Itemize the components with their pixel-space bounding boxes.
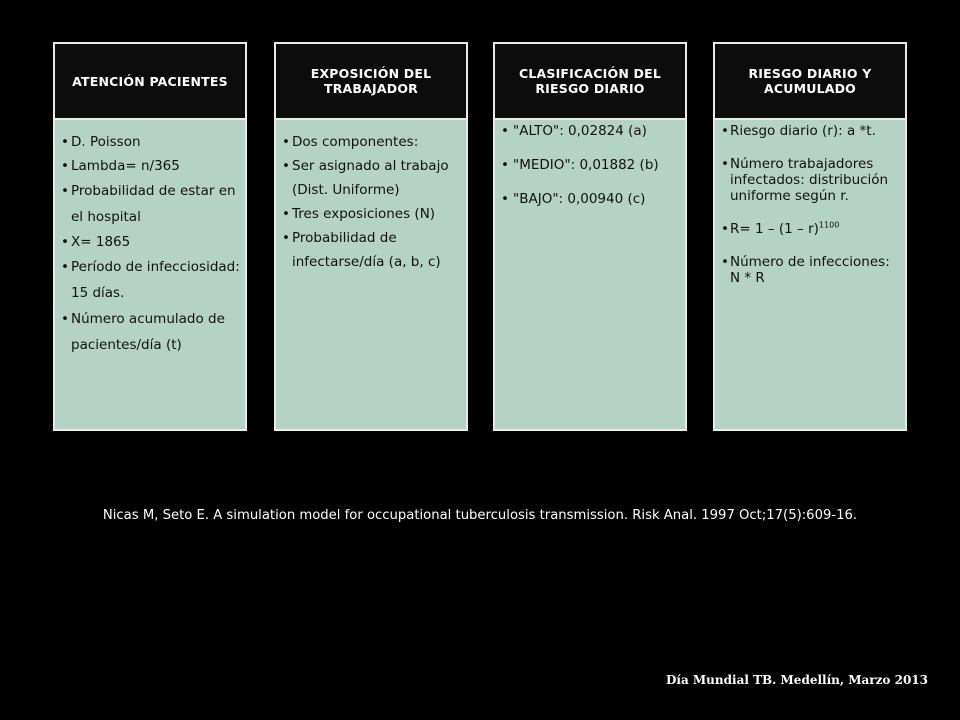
column-body bbox=[715, 120, 905, 286]
bullet-list bbox=[501, 123, 681, 208]
bullet-icon: • bbox=[721, 254, 729, 270]
list-item: • Número acumulado de pacientes/día (t) bbox=[61, 306, 241, 358]
formula-exponent: 1100 bbox=[818, 220, 840, 230]
bullet-icon: • bbox=[61, 158, 69, 174]
column-riesgo-acumulado bbox=[713, 42, 907, 431]
list-item: • Ser asignado al trabajo (Dist. Uniforme) bbox=[282, 154, 462, 202]
bullet-icon: • bbox=[282, 206, 290, 222]
bullet-list bbox=[61, 130, 241, 358]
bullet-list bbox=[721, 123, 901, 286]
list-item: • "BAJO": 0,00940 (c) bbox=[501, 191, 646, 207]
column-header bbox=[495, 44, 685, 120]
bullet-icon: • bbox=[61, 234, 69, 250]
column-body bbox=[276, 120, 466, 274]
column-header bbox=[55, 44, 245, 120]
column-clasificacion-riesgo bbox=[493, 42, 687, 431]
bullet-icon: • bbox=[61, 183, 69, 199]
bullet-list bbox=[282, 130, 462, 274]
list-item: • Tres exposiciones (N) bbox=[282, 202, 462, 226]
list-item: • X= 1865 bbox=[61, 230, 241, 254]
citation: Nicas M, Seto E. A simulation model for occupational tuberculosis transmission. Risk Anal. 1997 Oct;17(5):609-16. bbox=[102, 508, 858, 523]
list-item: • "ALTO": 0,02824 (a) bbox=[501, 123, 647, 139]
list-item: •Número trabajadores infectados: distribución uniforme según r. bbox=[721, 156, 889, 204]
list-item: • Probabilidad de infectarse/día (a, b, c) bbox=[282, 226, 462, 274]
column-title: RIESGO DIARIO Y ACUMULADO bbox=[748, 66, 872, 96]
column-title: ATENCIÓN PACIENTES bbox=[72, 73, 228, 89]
bullet-icon: • bbox=[61, 311, 69, 327]
bullet-icon: • bbox=[501, 157, 509, 173]
column-atencion-pacientes bbox=[53, 42, 247, 431]
column-title: EXPOSICIÓN DEL TRABAJADOR bbox=[310, 66, 432, 96]
footer-event-label: Día Mundial TB. Medellín, Marzo 2013 bbox=[665, 673, 928, 687]
list-item: •R= 1 – (1 – r)$^{1100}$ bbox=[721, 220, 840, 237]
bullet-icon: • bbox=[501, 123, 509, 139]
list-item: •Número de infecciones: N * R bbox=[721, 254, 890, 286]
bullet-icon: • bbox=[282, 230, 290, 246]
bullet-icon: • bbox=[282, 134, 290, 150]
bullet-icon: • bbox=[721, 221, 729, 237]
list-item: • Período de infecciosidad: 15 días. bbox=[61, 254, 241, 306]
bullet-icon: • bbox=[721, 156, 729, 172]
bullet-icon: • bbox=[61, 134, 69, 150]
list-item: • Probabilidad de estar en el hospital bbox=[61, 178, 241, 230]
bullet-icon: • bbox=[501, 191, 509, 207]
list-item: •Riesgo diario (r): a *t. bbox=[721, 123, 876, 139]
column-body bbox=[55, 120, 245, 358]
column-header bbox=[715, 44, 905, 120]
bullet-icon: • bbox=[61, 259, 69, 275]
column-body bbox=[495, 120, 685, 208]
list-item: • "MEDIO": 0,01882 (b) bbox=[501, 157, 659, 173]
column-title: CLASIFICACIÓN DEL RIESGO DIARIO bbox=[518, 66, 662, 96]
column-header bbox=[276, 44, 466, 120]
column-exposicion-trabajador bbox=[274, 42, 468, 431]
list-item: • Dos componentes: bbox=[282, 130, 462, 154]
bullet-icon: • bbox=[721, 123, 729, 139]
list-item: • Lambda= n/365 bbox=[61, 154, 241, 178]
list-item: • D. Poisson bbox=[61, 130, 241, 154]
bullet-icon: • bbox=[282, 158, 290, 174]
